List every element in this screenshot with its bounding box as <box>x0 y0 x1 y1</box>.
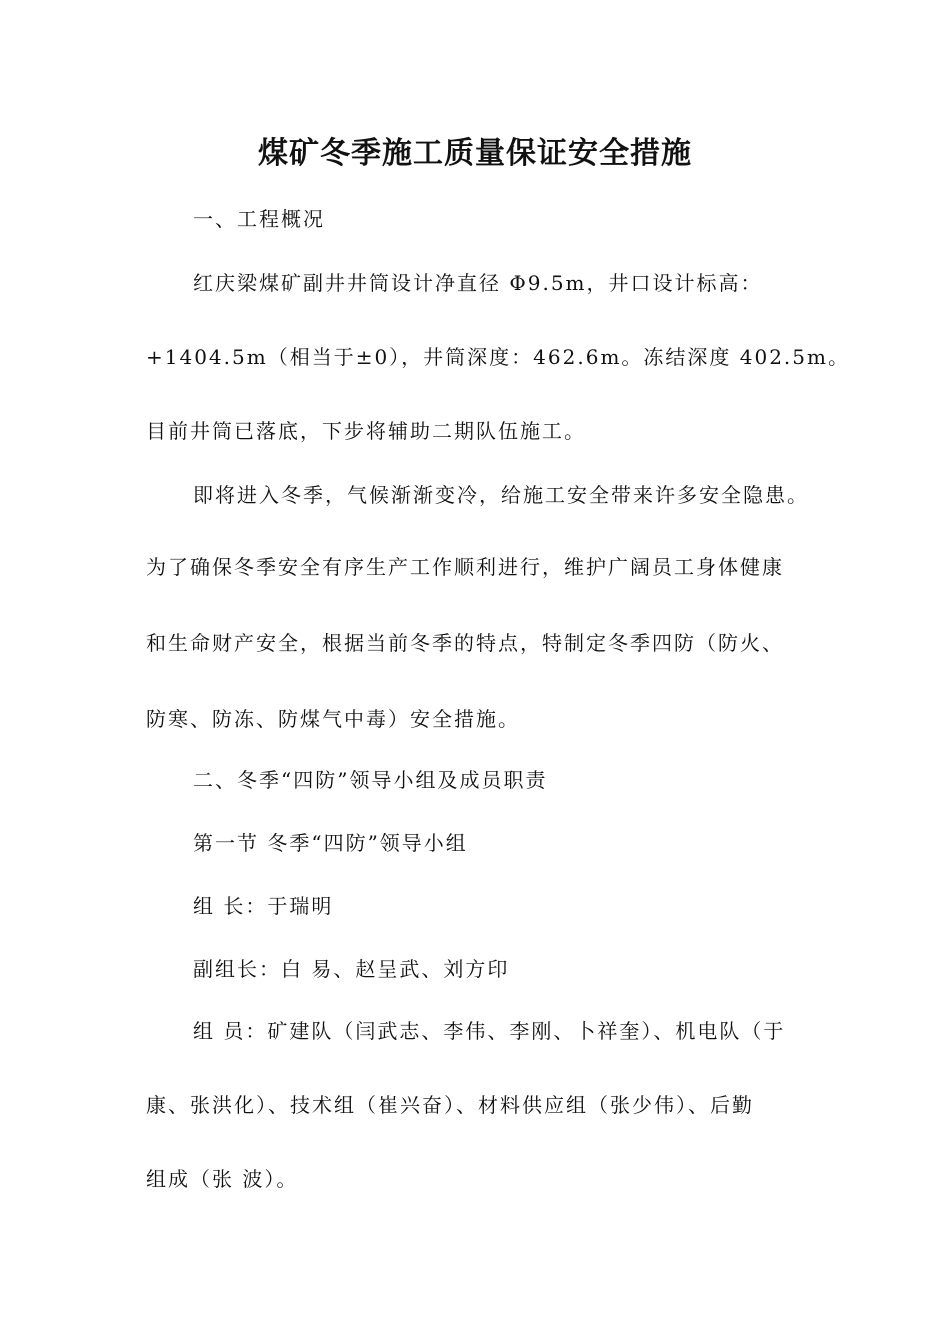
members-line: 组成（张 波）。 <box>146 1167 299 1191</box>
paragraph-line: 目前井筒已落底，下步将辅助二期队伍施工。 <box>146 419 586 443</box>
paragraph-line: 为了确保冬季安全有序生产工作顺利进行，维护广阔员工身体健康 <box>146 555 784 579</box>
section-heading-leadership: 二、冬季“四防”领导小组及成员职责 <box>193 768 548 792</box>
section-heading-overview: 一、工程概况 <box>193 207 325 231</box>
deputy-leader-line: 副组长：白 易、赵呈武、刘方印 <box>193 957 510 981</box>
paragraph-line: 红庆梁煤矿副井井筒设计净直径 Φ9.5m，井口设计标高： <box>193 271 763 295</box>
members-line: 康、张洪化）、技术组（崔兴奋）、材料供应组（张少伟）、后勤 <box>146 1093 754 1117</box>
paragraph-line: +1404.5m（相当于±0），井筒深度：462.6m。冻结深度 402.5m。 <box>146 345 850 369</box>
paragraph-line: 防寒、防冻、防煤气中毒）安全措施。 <box>146 707 520 731</box>
subsection-heading: 第一节 冬季“四防”领导小组 <box>193 831 468 855</box>
team-leader-line: 组 长：于瑞明 <box>193 894 334 918</box>
paragraph-line: 即将进入冬季，气候渐渐变冷，给施工安全带来许多安全隐患。 <box>193 483 809 507</box>
paragraph-line: 和生命财产安全，根据当前冬季的特点，特制定冬季四防（防火、 <box>146 631 784 655</box>
document-title: 煤矿冬季施工质量保证安全措施 <box>258 136 692 171</box>
members-line: 组 员：矿建队（闫武志、李伟、李刚、卜祥奎）、机电队（于 <box>193 1019 786 1043</box>
